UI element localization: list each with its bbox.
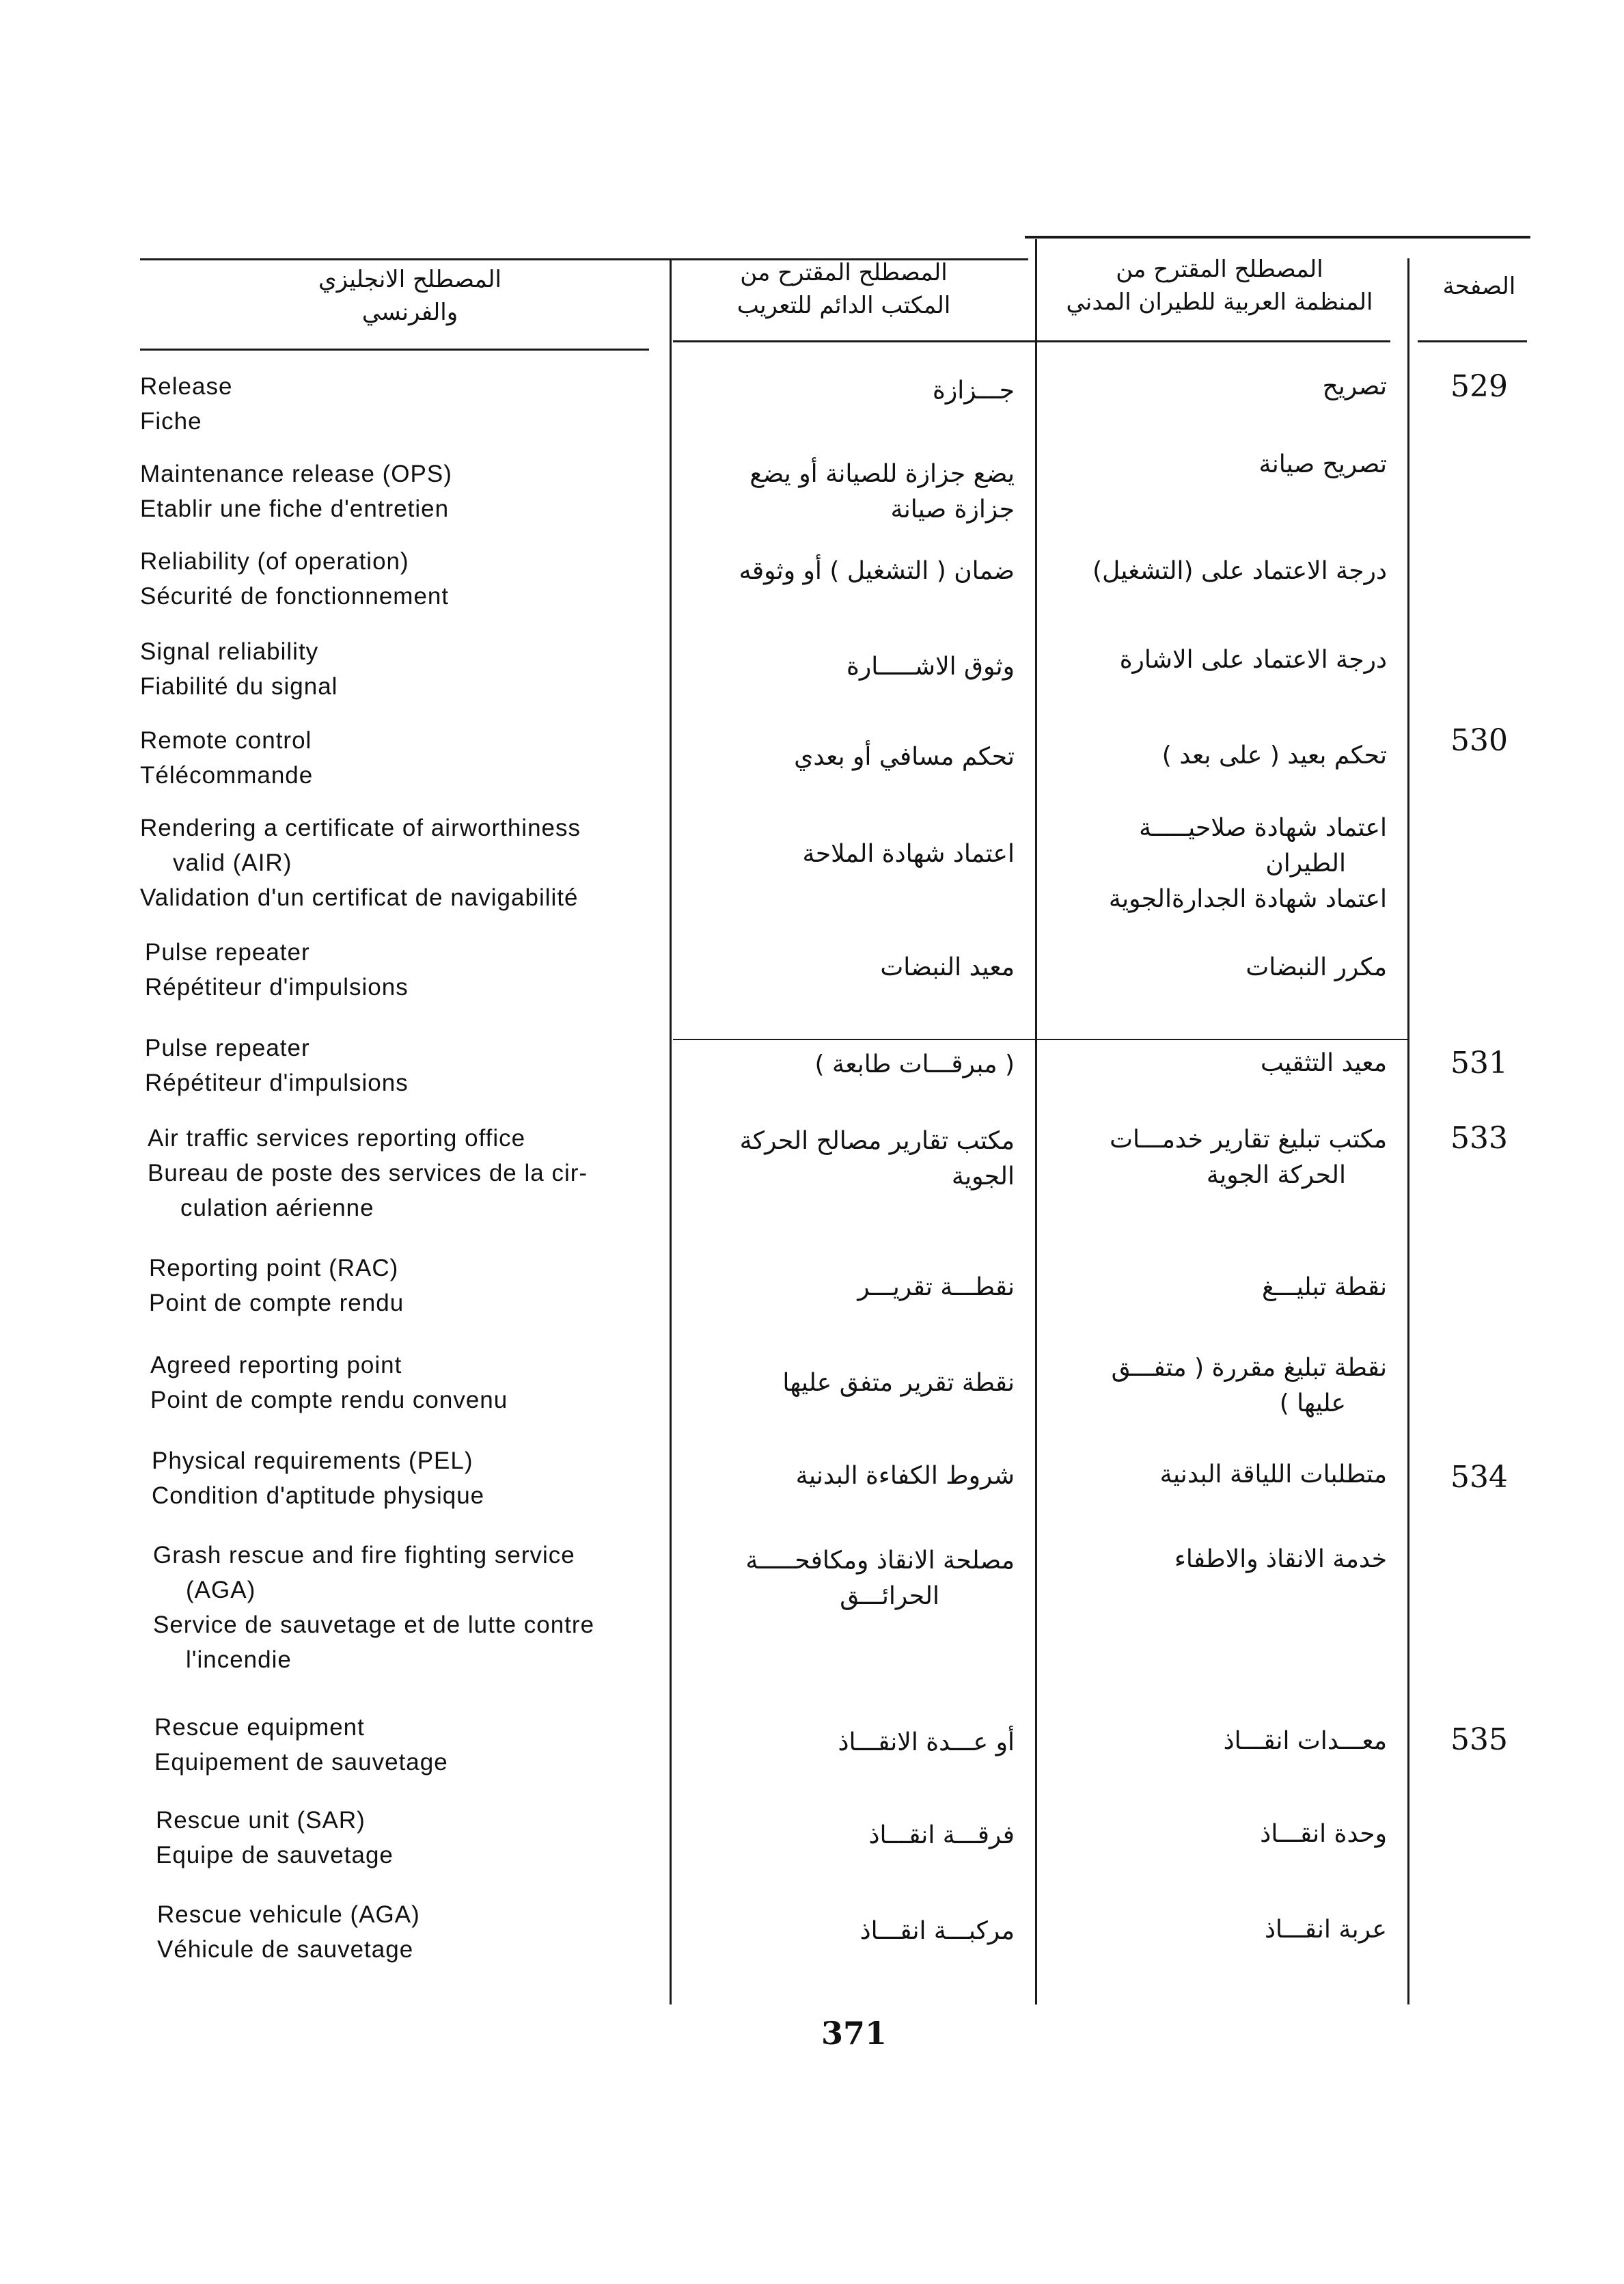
term-fr: Véhicule de sauvetage xyxy=(157,1936,414,1963)
term-en-fr xyxy=(156,1803,682,1873)
term-en: Pulse repeater xyxy=(145,939,310,966)
term-fr: Répétiteur d'impulsions xyxy=(145,974,409,1001)
term-org-line: خدمة الانقاذ والاطفاء xyxy=(1174,1545,1387,1573)
term-mid xyxy=(673,1543,1015,1614)
term-en-fr xyxy=(145,935,671,1005)
term-en: Pulse repeater xyxy=(145,1035,310,1061)
header-rule-page xyxy=(1418,340,1527,342)
header-mid-line1: المصطلح المقترح من xyxy=(740,259,948,286)
term-en: Rendering a certificate of airworthiness xyxy=(140,815,581,841)
term-mid-line: تحكم مسافي أو بعدي xyxy=(794,743,1015,771)
term-mid-line: جزازة صيانة xyxy=(890,495,1015,524)
term-en-fr xyxy=(150,1348,676,1417)
term-mid-line: أو عـــدة الانقـــاذ xyxy=(838,1728,1015,1756)
term-en-fr xyxy=(140,369,666,439)
term-org-line: نقطة تبليغ مقررة ( متفـــق xyxy=(1111,1354,1387,1382)
header-arab-aviation-org xyxy=(1042,253,1397,318)
term-org-line: تصريح صيانة xyxy=(1258,450,1387,478)
term-en: Rescue vehicule (AGA) xyxy=(157,1901,420,1928)
term-fr: Fiche xyxy=(140,408,202,435)
term-en: Physical requirements (PEL) xyxy=(152,1447,473,1474)
term-page: 531 xyxy=(1450,1046,1508,1080)
header-page-label: الصفحة xyxy=(1442,273,1516,300)
term-fr: Répétiteur d'impulsions xyxy=(145,1070,409,1096)
term-page: 535 xyxy=(1450,1722,1508,1757)
term-mid xyxy=(673,950,1015,985)
term-en-cont: valid (AIR) xyxy=(173,849,292,876)
term-mid-line: ضمان ( التشغيل ) أو وثوقه xyxy=(739,557,1015,585)
term-en-fr xyxy=(149,1251,675,1320)
term-org xyxy=(1045,369,1387,405)
term-en-fr xyxy=(153,1538,679,1677)
term-mid xyxy=(673,1047,1015,1083)
term-en-fr xyxy=(140,811,666,915)
term-org xyxy=(1045,554,1387,589)
term-en: Release xyxy=(140,373,233,400)
term-mid xyxy=(673,739,1015,775)
term-mid xyxy=(673,1458,1015,1494)
term-org-line: نقطة تبليـــغ xyxy=(1262,1273,1387,1301)
term-en-fr xyxy=(140,634,666,704)
term-mid-line: معيد النبضات xyxy=(880,953,1015,981)
term-org-line: الطيران xyxy=(1265,849,1346,878)
term-mid xyxy=(673,1725,1015,1760)
term-mid xyxy=(673,1818,1015,1853)
term-mid xyxy=(673,373,1015,409)
term-en-fr xyxy=(152,1443,678,1513)
row-separator xyxy=(673,1039,1407,1040)
header-en-fr-line2: والفرنسي xyxy=(361,299,458,326)
col-divider-mid-org xyxy=(1035,239,1037,2004)
term-org xyxy=(1045,642,1387,678)
term-org xyxy=(1045,1457,1387,1493)
term-org xyxy=(1045,738,1387,774)
term-page: 529 xyxy=(1450,369,1508,404)
term-page: 534 xyxy=(1450,1460,1508,1495)
term-org-line: عربة انقـــاذ xyxy=(1265,1916,1387,1944)
term-org-line: مكتب تبليغ تقارير خدمـــات xyxy=(1110,1126,1387,1154)
term-mid xyxy=(673,1914,1015,1949)
term-org-line: معيد التثقيب xyxy=(1261,1049,1387,1077)
term-mid-line: شروط الكفاءة البدنية xyxy=(795,1462,1015,1490)
term-en: Rescue equipment xyxy=(154,1714,365,1741)
term-page: 533 xyxy=(1450,1121,1508,1156)
term-mid xyxy=(673,1270,1015,1305)
term-org-line: تصريح xyxy=(1322,372,1387,400)
term-org xyxy=(1045,1724,1387,1759)
term-org-line: درجة الاعتماد على (التشغيل) xyxy=(1092,557,1387,585)
term-fr: Validation d'un certificat de navigabilité xyxy=(140,884,579,911)
header-en-fr xyxy=(205,263,615,329)
term-en: Reliability (of operation) xyxy=(140,548,409,575)
term-en: Rescue unit (SAR) xyxy=(156,1807,366,1834)
term-mid xyxy=(673,649,1015,685)
term-mid xyxy=(673,457,1015,528)
term-en-fr xyxy=(157,1897,683,1967)
term-org xyxy=(1045,1912,1387,1948)
term-org xyxy=(1045,1542,1387,1577)
term-org-line: اعتماد شهادة الجدارةالجوية xyxy=(1108,885,1387,913)
term-fr-cont: culation aérienne xyxy=(180,1195,374,1221)
term-mid-line: اعتماد شهادة الملاحة xyxy=(802,840,1015,868)
term-mid xyxy=(673,554,1015,589)
term-en: Maintenance release (OPS) xyxy=(140,461,452,487)
term-fr: Point de compte rendu convenu xyxy=(150,1387,508,1413)
term-en-fr xyxy=(154,1710,680,1780)
term-fr: Equipement de sauvetage xyxy=(154,1749,448,1776)
page-number: 371 xyxy=(821,2015,887,2052)
term-mid-line: الحرائـــق xyxy=(840,1582,939,1610)
term-fr: Fiabilité du signal xyxy=(140,673,338,700)
header-org-line2: المنظمة العربية للطيران المدني xyxy=(1066,288,1373,316)
term-org xyxy=(1045,811,1387,917)
term-fr-cont: l'incendie xyxy=(186,1646,292,1673)
term-fr: Equipe de sauvetage xyxy=(156,1842,394,1868)
term-en: Remote control xyxy=(140,727,312,754)
term-page: 530 xyxy=(1450,723,1508,758)
term-mid-line: يضع جزازة للصيانة أو يضع xyxy=(749,460,1015,488)
header-rule-mid-org xyxy=(673,340,1390,342)
term-fr: Sécurité de fonctionnement xyxy=(140,583,450,610)
term-org-line: وحدة انقـــاذ xyxy=(1260,1820,1387,1848)
term-mid-line: مكتب تقارير مصالح الحركة xyxy=(739,1127,1015,1155)
term-mid xyxy=(673,1365,1015,1401)
header-page xyxy=(1421,270,1537,303)
term-mid xyxy=(673,1124,1015,1195)
term-en-fr xyxy=(145,1031,671,1100)
header-mid-line2: المكتب الدائم للتعريب xyxy=(737,292,951,319)
header-rule-en xyxy=(140,349,649,351)
header-permanent-office xyxy=(673,256,1015,322)
term-org-line: اعتماد شهادة صلاحيـــــة xyxy=(1139,814,1387,842)
term-mid-line: ( مبرقـــات طابعة ) xyxy=(814,1050,1015,1078)
term-org-line: معـــدات انقـــاذ xyxy=(1223,1727,1387,1755)
header-en-fr-line1: المصطلح الانجليزي xyxy=(318,266,501,293)
term-org xyxy=(1045,1817,1387,1852)
term-fr: Service de sauvetage et de lutte contre xyxy=(153,1612,595,1638)
term-mid-line: نقطة تقرير متفق عليها xyxy=(782,1369,1015,1397)
term-org-line: درجة الاعتماد على الاشارة xyxy=(1119,646,1387,674)
term-en-fr xyxy=(140,544,666,614)
term-en: Grash rescue and fire fighting service xyxy=(153,1542,575,1568)
term-org xyxy=(1045,1046,1387,1081)
top-rule-right xyxy=(1025,236,1530,239)
term-en: Agreed reporting point xyxy=(150,1352,402,1378)
term-org xyxy=(1045,447,1387,482)
term-fr: Etablir une fiche d'entretien xyxy=(140,495,450,522)
term-org xyxy=(1045,1270,1387,1305)
term-org-line: عليها ) xyxy=(1279,1389,1346,1417)
term-org xyxy=(1045,1350,1387,1422)
term-org xyxy=(1045,950,1387,985)
term-en: Signal reliability xyxy=(140,638,319,665)
header-org-line1: المصطلح المقترح من xyxy=(1116,256,1323,283)
term-org-line: الحركة الجوية xyxy=(1206,1161,1346,1189)
term-mid xyxy=(673,837,1015,872)
term-en-cont: (AGA) xyxy=(186,1577,256,1603)
term-mid-line: فرقـــة انقـــاذ xyxy=(868,1821,1015,1849)
term-en: Reporting point (RAC) xyxy=(149,1255,399,1281)
term-fr: Bureau de poste des services de la cir- xyxy=(148,1160,588,1186)
col-divider-org-page xyxy=(1407,258,1409,2004)
term-en-fr xyxy=(140,457,666,526)
term-org-line: تحكم بعيد ( على بعد ) xyxy=(1161,742,1387,770)
term-mid-line: مصلحة الانقاذ ومكافحـــــة xyxy=(745,1547,1015,1575)
term-fr: Condition d'aptitude physique xyxy=(152,1482,485,1509)
term-fr: Télécommande xyxy=(140,762,314,789)
term-mid-line: الجوية xyxy=(951,1163,1015,1191)
term-org xyxy=(1045,1122,1387,1193)
term-fr: Point de compte rendu xyxy=(149,1290,404,1316)
term-org-line: مكرر النبضات xyxy=(1245,953,1387,981)
term-mid-line: نقطـــة تقريـــر xyxy=(857,1273,1015,1301)
term-en-fr xyxy=(140,723,666,793)
term-en: Air traffic services reporting office xyxy=(148,1125,526,1152)
term-en-fr xyxy=(148,1121,674,1225)
term-org-line: متطلبات اللياقة البدنية xyxy=(1159,1460,1387,1488)
term-mid-line: وثوق الاشـــــارة xyxy=(846,653,1015,681)
term-mid-line: مركبـــة انقـــاذ xyxy=(859,1917,1015,1945)
term-mid-line: جـــزازة xyxy=(932,377,1015,405)
